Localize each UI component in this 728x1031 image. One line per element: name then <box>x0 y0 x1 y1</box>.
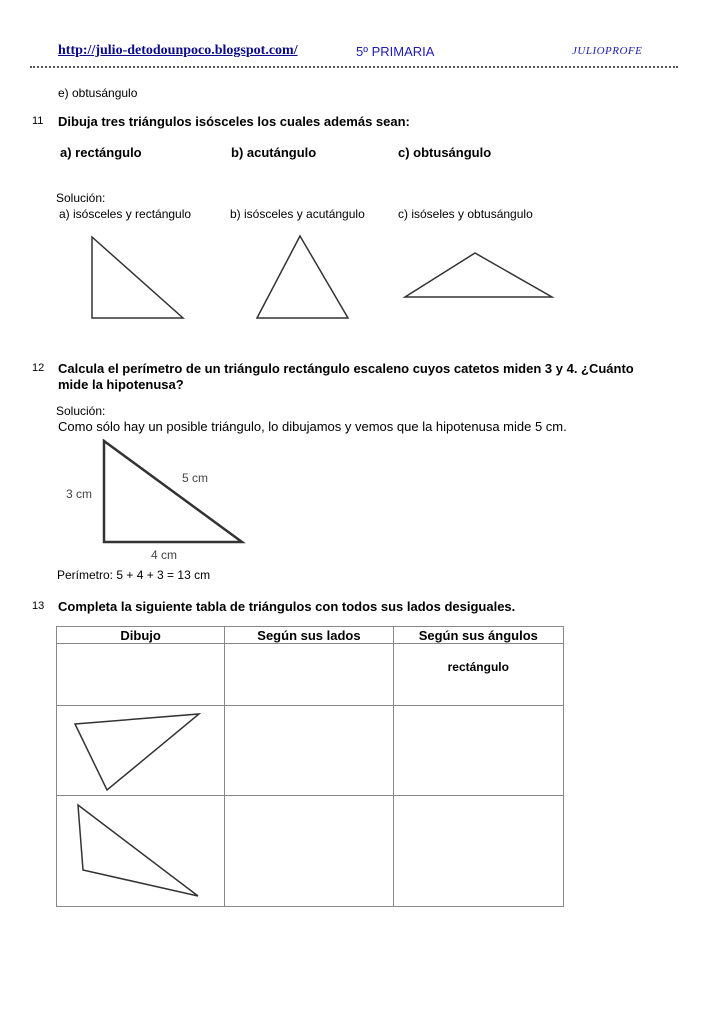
label-side-3cm: 3 cm <box>66 487 93 501</box>
q11-option-a: a) rectángulo <box>60 145 142 160</box>
q12-solution-text: Como sólo hay un posible triángulo, lo dibujamos y vemos que la hipotenusa mide 5 cm. <box>58 419 567 434</box>
question-11-text: Dibuja tres triángulos isósceles los cuales además sean: <box>58 114 410 129</box>
q11-answer-c: c) isóseles y obtusángulo <box>398 207 533 221</box>
question-13-text: Completa la siguiente tabla de triángulos con todos sus lados desiguales. <box>58 599 516 614</box>
prev-answer-line: e) obtusángulo <box>58 86 138 100</box>
obtuse-scalene-triangle <box>75 714 199 790</box>
author-label: JULIOPROFE <box>572 45 643 57</box>
q11-solution-label: Solución: <box>56 191 106 205</box>
label-side-5cm: 5 cm <box>182 471 209 485</box>
scalene-triangle-row3 <box>78 805 198 896</box>
blog-link[interactable]: http://julio-detodounpoco.blogspot.com/ <box>58 43 298 58</box>
q11-answer-a: a) isósceles y rectángulo <box>59 207 192 221</box>
q11-option-c: c) obtusángulo <box>398 145 492 160</box>
question-12-line2: mide la hipotenusa? <box>58 377 184 392</box>
question-number-11: 11 <box>32 115 44 127</box>
header-by-sides: Según sus lados <box>225 627 393 644</box>
question-number-13: 13 <box>32 600 45 612</box>
q11-answer-b: b) isósceles y acutángulo <box>230 207 365 221</box>
q12-perimeter: Perímetro: 5 + 4 + 3 = 13 cm <box>57 568 211 582</box>
q12-solution-label: Solución: <box>56 404 106 418</box>
label-side-4cm: 4 cm <box>151 548 178 562</box>
header-drawing: Dibujo <box>57 627 225 644</box>
grade-label: 5º PRIMARIA <box>356 44 435 59</box>
question-12-line1: Calcula el perímetro de un triángulo rectángulo escaleno cuyos catetos miden 3 y 4. ¿Cuánto <box>58 361 634 376</box>
header-by-angles: Según sus ángulos <box>393 627 563 644</box>
row1-angle-value: rectángulo <box>447 660 509 674</box>
question-number-12: 12 <box>32 362 45 374</box>
q11-option-b: b) acutángulo <box>231 145 317 160</box>
